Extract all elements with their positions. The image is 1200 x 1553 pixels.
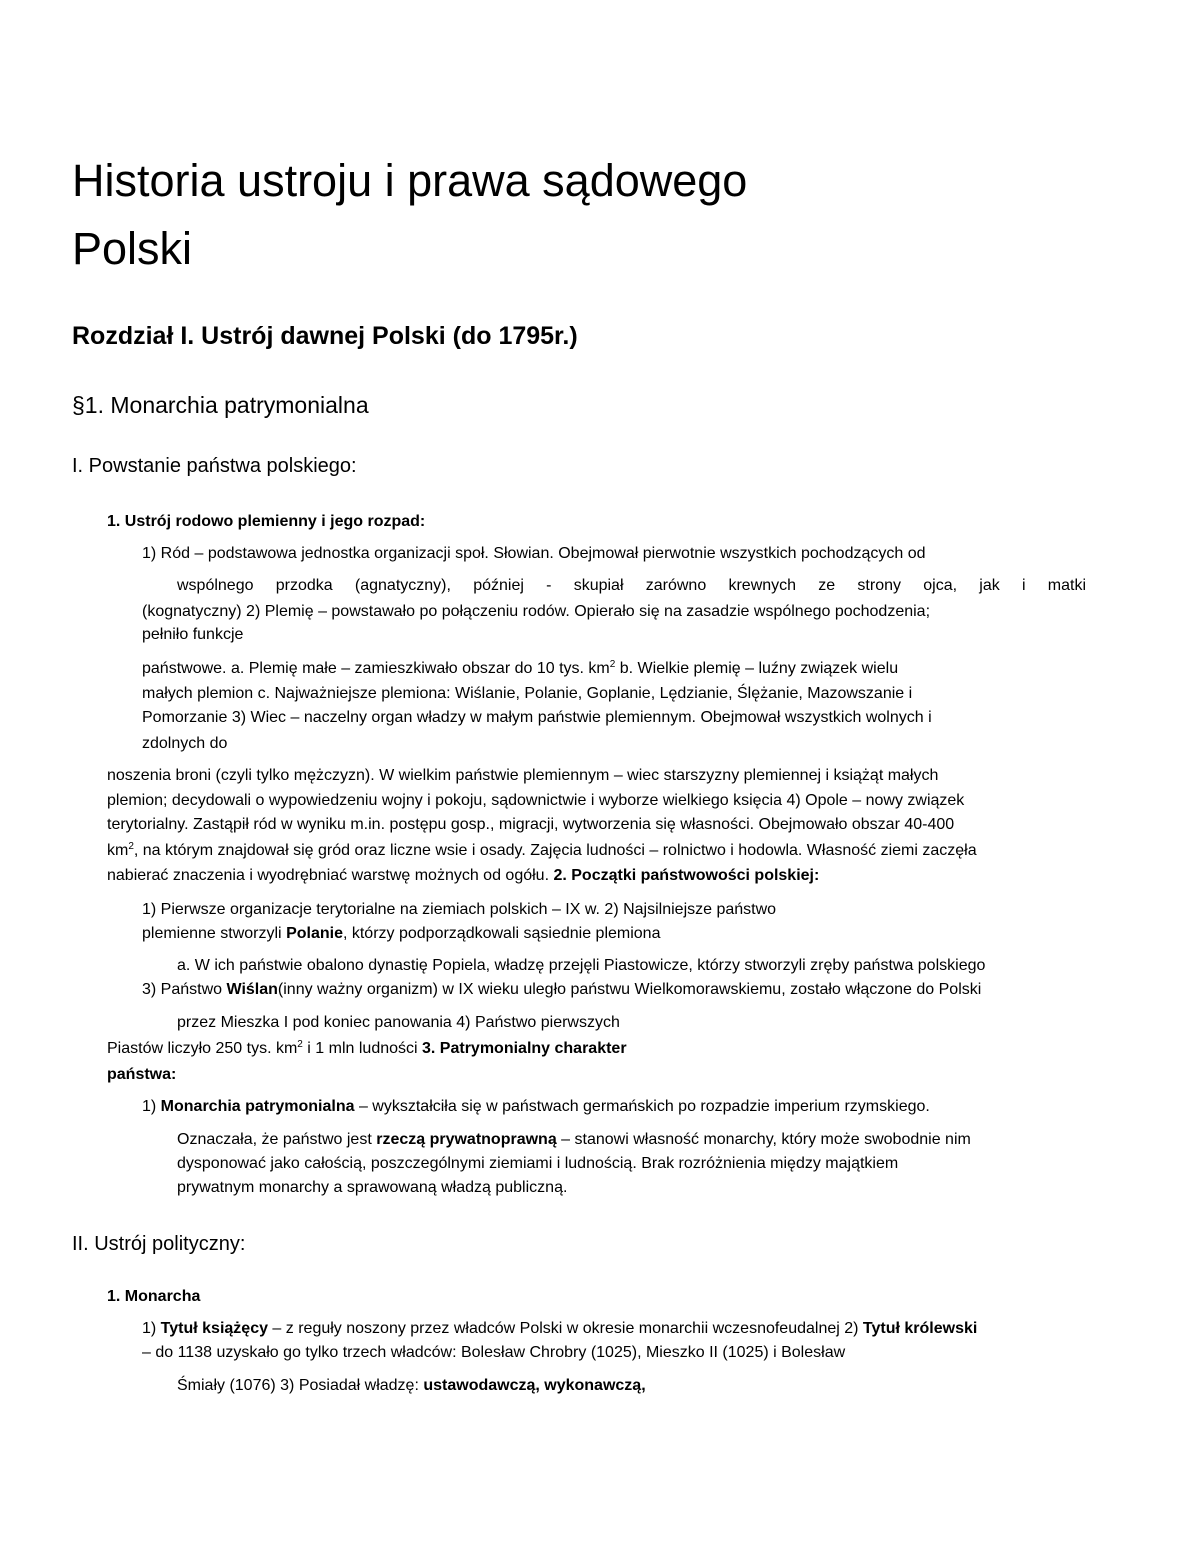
- text-line: plemienne stworzyli Polanie, którzy podporządkowali sąsiednie plemiona: [142, 925, 661, 942]
- text-line: wspólnego przodka (agnatyczny), później - skupiał zarówno krewnych ze strony ojca, jak i matki: [177, 577, 1086, 594]
- text-line: pełniło funkcje: [142, 626, 244, 643]
- text-line: przez Mieszka I pod koniec panowania 4) Państwo pierwszych: [177, 1014, 620, 1031]
- document-title-line-2: Polski: [72, 223, 193, 274]
- text-line: państwa:: [107, 1066, 177, 1083]
- subsection-heading-3: 3. Patrymonialny charakter: [422, 1040, 627, 1057]
- text-line: 1) Tytuł książęcy – z reguły noszony przez władców Polski w okresie monarchii wczesnofeudalnej 2) Tytuł królewski: [142, 1320, 978, 1337]
- text-line: nabierać znaczenia i wyodrębniać warstwę możnych od ogółu. 2. Początki państwowości polskiej:: [107, 867, 820, 884]
- paragraph-heading: §1. Monarchia patrymonialna: [72, 392, 369, 418]
- text-line: 1) Pierwsze organizacje terytorialne na ziemiach polskich – IX w. 2) Najsilniejsze państwo: [142, 901, 777, 918]
- text-line: 1) Monarchia patrymonialna – wykształciła się w państwach germańskich po rozpadzie imperium rzymskiego.: [142, 1098, 930, 1115]
- text-line: prywatnym monarchy a sprawowaną władzą publiczną.: [177, 1179, 568, 1196]
- text-line: 1) Ród – podstawowa jednostka organizacji społ. Słowian. Obejmował pierwotnie wszystkich pochodzących od: [142, 545, 926, 562]
- text-line: państwowe. a. Plemię małe – zamieszkiwało obszar do 10 tys. $km^2$ b. Wielkie plemię – luźny związek wielu: [142, 659, 899, 677]
- text-line: – do 1138 uzyskało go tylko trzech władców: Bolesław Chrobry (1025), Mieszko II (1025) i Bolesław: [142, 1344, 846, 1361]
- text-line: dysponować jako całością, poszczególnymi ziemiami i ludnością. Brak rozróżnienia między majątkiem: [177, 1155, 899, 1172]
- chapter-heading: Rozdział I. Ustrój dawnej Polski (do 1795r.): [72, 322, 578, 350]
- subsection-heading-2: 2. Początki państwowości polskiej:: [553, 867, 820, 884]
- text-line: plemion; decydowali o wypowiedzeniu wojny i pokoju, sądownictwie i wyborze wielkiego księcia 4) Opole – nowy związek: [107, 792, 965, 809]
- text-line: Pomorzanie 3) Wiec – naczelny organ władzy w małym państwie plemiennym. Obejmował wszystkich wolnych i: [142, 709, 932, 726]
- text-line: a. W ich państwie obalono dynastię Popiela, władzę przejęli Piastowicze, którzy stworzyli zręby państwa polskiego: [177, 957, 986, 974]
- text-line: Śmiały (1076) 3) Posiadał władzę: ustawodawczą, wykonawczą,: [177, 1377, 646, 1394]
- text-line: Piastów liczyło 250 tys. $km^2$ i 1 mln ludności 3. Patrymonialny charakter: [107, 1039, 627, 1057]
- text-line: terytorialny. Zastąpił ród w wyniku m.in. postępu gosp., migracji, wytworzenia się własności. Obejmowało obszar 40-400: [107, 816, 955, 833]
- document-title-line-1: Historia ustroju i prawa sądowego: [72, 155, 748, 206]
- text-line: zdolnych do: [142, 735, 228, 752]
- text-line: (kognatyczny) 2) Plemię – powstawało po połączeniu rodów. Opierało się na zasadzie wspólnego pochodzenia;: [142, 603, 931, 620]
- section-heading-1: I. Powstanie państwa polskiego:: [72, 455, 357, 477]
- subsection-heading-4: 1. Monarcha: [107, 1288, 201, 1305]
- text-line: 3) Państwo Wiślan(inny ważny organizm) w IX wieku uległo państwu Wielkomorawskiemu, zostało włączone do Polski: [142, 981, 982, 998]
- subsection-heading-1: 1. Ustrój rodowo plemienny i jego rozpad:: [107, 513, 426, 530]
- text-line: małych plemion c. Najważniejsze plemiona: Wiślanie, Polanie, Goplanie, Lędzianie, Ślężanie, Mazowszanie i: [142, 685, 913, 702]
- text-line: Oznaczała, że państwo jest rzeczą prywatnoprawną – stanowi własność monarchy, który może swobodnie nim: [177, 1131, 971, 1148]
- section-heading-2: II. Ustrój polityczny:: [72, 1233, 246, 1255]
- text-line: noszenia broni (czyli tylko mężczyzn). W wielkim państwie plemiennym – wiec starszyzny plemiennej i książąt małych: [107, 767, 939, 784]
- text-line: $km^2$, na którym znajdował się gród oraz liczne wsie i osady. Zajęcia ludności – rolnictwo i hodowla. Własność ziemi zaczęła: [107, 841, 977, 859]
